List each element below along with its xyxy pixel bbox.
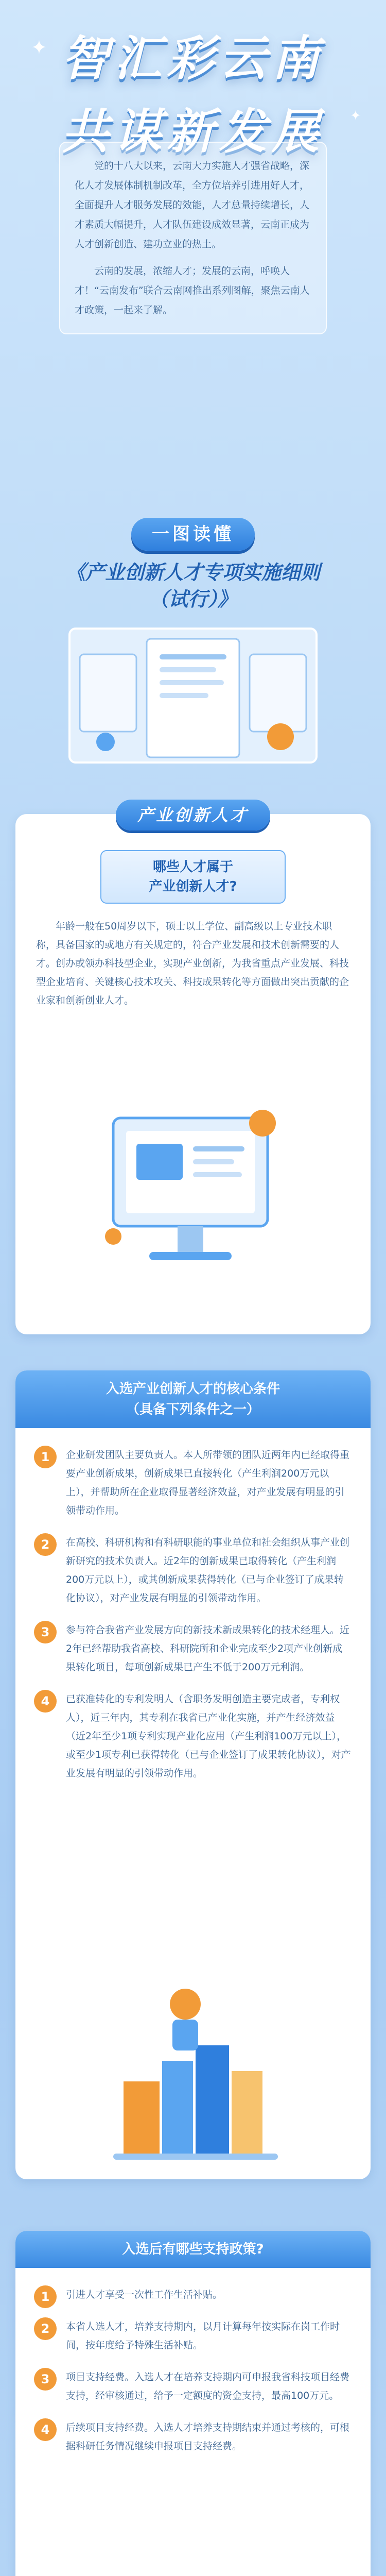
list-item-text: 在高校、科研机构和有科研职能的事业单位和社会组织从事产业创新研究的技术负责人。近2年的创新成果已取得转化（产生利润200万元以上），或其创新成果获得转化（已与企业签订了成果转化协议），对产业发展有明显的引领带动作用。 [66, 1537, 350, 1604]
section-1-body-wrap [36, 917, 350, 1010]
number-badge: 2 [34, 2317, 57, 2340]
list-item [34, 2418, 352, 2455]
section-2-list [15, 1428, 371, 1783]
documents-illustration [49, 618, 337, 768]
list-item-text: 已获准转化的专利发明人（含职务发明创造主要完成者，专利权人），近三年内，其专利在我省已产业化实施，并产生经济效益（近2年至少1项专利实现产业化应用（产生利润100万元以上），或至少1项专利已获得转化（已与企业签订了成果转化协议），对产业发展有明显的引领带动作用。 [66, 1693, 351, 1779]
number-badge: 2 [34, 1533, 57, 1556]
list-item [34, 1690, 352, 1783]
sparkle-icon: ✦ [31, 36, 47, 59]
intro-paragraph-2: 云南的发展，浓缩人才；发展的云南，呼唤人才！“云南发布”联合云南网推出系列图解，聚焦云南人才政策，一起来了解。 [75, 265, 310, 316]
list-item [34, 2285, 352, 2304]
section-3-list [15, 2268, 371, 2455]
section-2-heading: 入选产业创新人才的核心条件 （具备下列条件之一） [15, 1370, 371, 1428]
number-badge: 4 [34, 1690, 57, 1713]
number-badge: 1 [34, 1446, 57, 1468]
list-item [34, 2368, 352, 2405]
hero-title [0, 21, 386, 162]
section-industrial-innovation-talent [15, 805, 371, 1334]
list-item [34, 1533, 352, 1607]
number-badge: 4 [34, 2418, 57, 2441]
hero-title-line1: 智汇彩云南 [61, 30, 324, 86]
computer-illustration [82, 1082, 304, 1303]
list-item-text: 参与符合我省产业发展方向的新技术新成果转化的技术经理人。近2年已经帮助我省高校、科研院所和企业完成至少2项产业创新成果转化项目，每项创新成果已产生不低于200万元利润。 [66, 1624, 350, 1673]
intro-card [59, 142, 327, 334]
list-item-text: 本省人选人才，培养支持期内，以月计算每年按实际在岗工作时间，按年度给予特殊生活补贴。 [66, 2321, 340, 2351]
document-title [0, 559, 386, 613]
books-illustration [103, 1968, 288, 2164]
number-badge: 1 [34, 2285, 57, 2308]
section-1-question-wrap [15, 850, 371, 904]
list-item-text: 引进人才享受一次性工作生活补贴。 [66, 2289, 223, 2300]
list-item-text: 企业研发团队主要负责人。本人所带领的团队近两年内已经取得重要产业创新成果，创新成果已直接转化（产生利润200万元以上），并帮助所在企业取得显著经济效益，对产业发展有明显的引领带动作用。 [66, 1449, 350, 1516]
section-3-heading: 入选后有哪些支持政策? [15, 2231, 371, 2268]
section-1-question: 哪些人才属于 产业创新人才? [100, 850, 286, 904]
section-support-policies [15, 2231, 371, 2576]
section-1-heading: 产业创新人才 [116, 800, 270, 831]
list-item-text: 后续项目支持经费。入选人才培养支持期结束并通过考核的，可根据科研任务情况继续申报项目支持经费。 [66, 2422, 350, 2452]
list-item [34, 2317, 352, 2354]
section-core-conditions [15, 1370, 371, 2179]
document-title-line2: （试行）》 [149, 587, 237, 611]
document-title-line1: 《产业创新人才专项实施细则 [65, 561, 320, 584]
list-item [34, 1621, 352, 1676]
sparkle-icon: ✦ [350, 108, 361, 124]
hero [0, 0, 386, 773]
number-badge: 3 [34, 2368, 57, 2391]
graphic-badge: 一图读懂 [131, 518, 255, 551]
list-item-text: 项目支持经费。入选人才在培养支持期内可申报我省科技项目经费支持，经审核通过，给予一定额度的资金支持，最高100万元。 [66, 2371, 350, 2401]
intro-paragraph-1: 党的十八大以来，云南大力实施人才强省战略，深化人才发展体制机制改革，全方位培养引进用好人才，全面提升人才服务发展的效能，人才总量持续增长，人才素质大幅提升，人才队伍建设成效显著，云南正成为人才创新创造、建功立业的热土。 [75, 160, 310, 250]
section-1-body: 年龄一般在50周岁以下，硕士以上学位、副高级以上专业技术职称，具备国家的或地方有关规定的，符合产业发展和技术创新需要的人才。创办或领办科技型企业，实现产业创新，为我省重点产业发展、科技型企业培育、关键核心技术攻关、科技成果转化等方面做出突出贡献的企业家和创新创业人才。 [36, 921, 349, 1006]
hero-title-line2: 共谋新发展 [61, 104, 324, 159]
list-item [34, 1446, 352, 1520]
number-badge: 3 [34, 1621, 57, 1643]
